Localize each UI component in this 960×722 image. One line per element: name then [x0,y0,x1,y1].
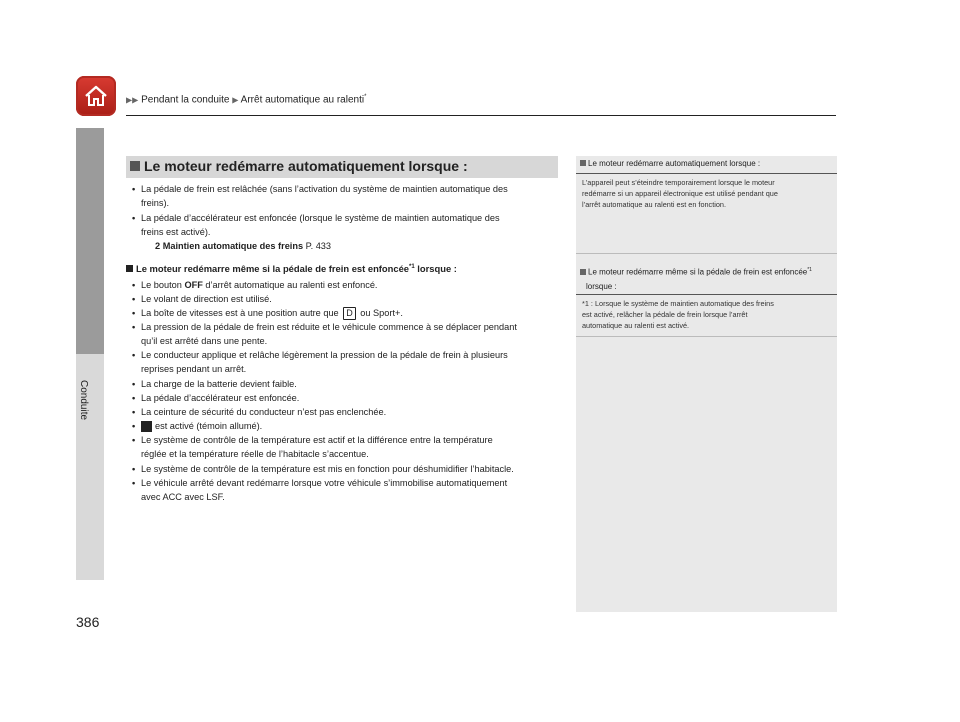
note-divider [576,294,837,295]
asterisk-mark: * [364,94,367,100]
list-item: • La pression de la pédale de frein est réduite et le véhicule commence à se déplacer pendant qu’il est arrêté dans une pente. [132,322,517,346]
gear-d-key: D [343,307,356,320]
breadcrumb-level2[interactable]: Arrêt automatique au ralenti [240,94,365,106]
bullet-icon: • [132,280,136,290]
list-item: • Le volant de direction est utilisé. [132,294,272,304]
bullet-icon: • [132,379,136,389]
note-title-cont: lorsque : [586,282,617,291]
breadcrumb-level1[interactable]: Pendant la conduite [141,94,230,106]
list-item: • La pédale d’accélérateur est enfoncée (lorsque le système de maintien automatique des freins est activé). [132,213,500,237]
list-item: • Le système de contrôle de la température est actif et la différence entre la température réglée et la température réelle de l’habitacle s’accentue. [132,435,493,459]
subsection-title: Le moteur redémarre même si la pédale de frein est enfoncée$^{*1}$ lorsque : [126,263,457,274]
list-item: • Le bouton OFF d’arrêt automatique au ralenti est enfoncé. [132,280,378,290]
list-item: • La pédale d’accélérateur est enfoncée. [132,393,300,403]
bullet-icon: • [132,407,136,417]
note-text: L’appareil peut s’éteindre temporairement lorsque le moteur redémarre si un appareil électronique est utilisé pendant que l’arrêt automatique au ralenti est en fonction. [582,178,778,209]
bullet-icon: • [132,184,136,194]
bullet-icon: • [132,350,136,360]
note-title: Le moteur redémarre même si la pédale de frein est enfoncée$^{*1}$ [580,267,812,277]
side-tab [76,128,104,354]
side-tab-label: Conduite [78,380,89,421]
section-title: Le moteur redémarre automatiquement lorsque : [144,158,468,174]
notes-panel [576,156,837,612]
note-icon [580,160,586,166]
panel-divider [576,336,837,337]
bullet-icon: • [132,478,136,488]
list-item: • Le véhicule arrêté devant redémarre lorsque votre véhicule s’immobilise automatiquement avec ACC avec LSF. [132,478,508,502]
chevron-right-icon: ▶▶ [126,95,139,105]
list-item: • Le système de contrôle de la température est mis en fonction pour déshumidifier l’habitacle. [132,464,514,474]
section-header [126,156,558,178]
note-title: Le moteur redémarre automatiquement lorsque : [580,159,760,168]
section-square-icon [130,161,140,171]
bullet-icon: • [132,322,136,332]
crossref-link[interactable]: 2 Maintien automatique des freins P. 433 [155,241,332,251]
bullet-icon: • [132,421,136,431]
breadcrumb [126,94,366,105]
bullet-icon: • [132,294,136,304]
note-text: *1 : Lorsque le système de maintien automatique des freins est activé, relâcher la pédale de frein lorsque l’arrêt automatique au ralenti est activé. [582,299,774,330]
bullet-icon: • [132,213,136,223]
bullet-icon: • [132,393,136,403]
home-icon[interactable] [76,76,116,116]
panel-divider [576,253,837,254]
list-item: • La ceinture de sécurité du conducteur n’est pas enclenchée. [132,407,387,417]
note-divider [576,173,837,174]
page-number: 386 [76,614,100,630]
list-item: • La boîte de vitesses est à une position autre que D ou Sport+. [132,308,403,318]
subsection-square-icon [126,265,133,272]
defrost-indicator-icon [141,421,152,432]
list-item: • La charge de la batterie devient faible. [132,379,297,389]
bullet-icon: • [132,464,136,474]
bullet-icon: • [132,435,136,445]
list-item: • La pédale de frein est relâchée (sans l’activation du système de maintien automatique des freins). [132,184,508,208]
chevron-right-icon: ▶ [232,95,239,105]
list-item: • est activé (témoin allumé). [132,421,263,431]
crossref-arrow-icon: 2 [155,241,161,251]
bullet-icon: • [132,308,136,318]
list-item: • Le conducteur applique et relâche légèrement la pression de la pédale de frein à plusieurs reprises pendant un arrêt. [132,350,508,374]
note-icon [580,269,586,275]
header-divider [126,115,836,116]
